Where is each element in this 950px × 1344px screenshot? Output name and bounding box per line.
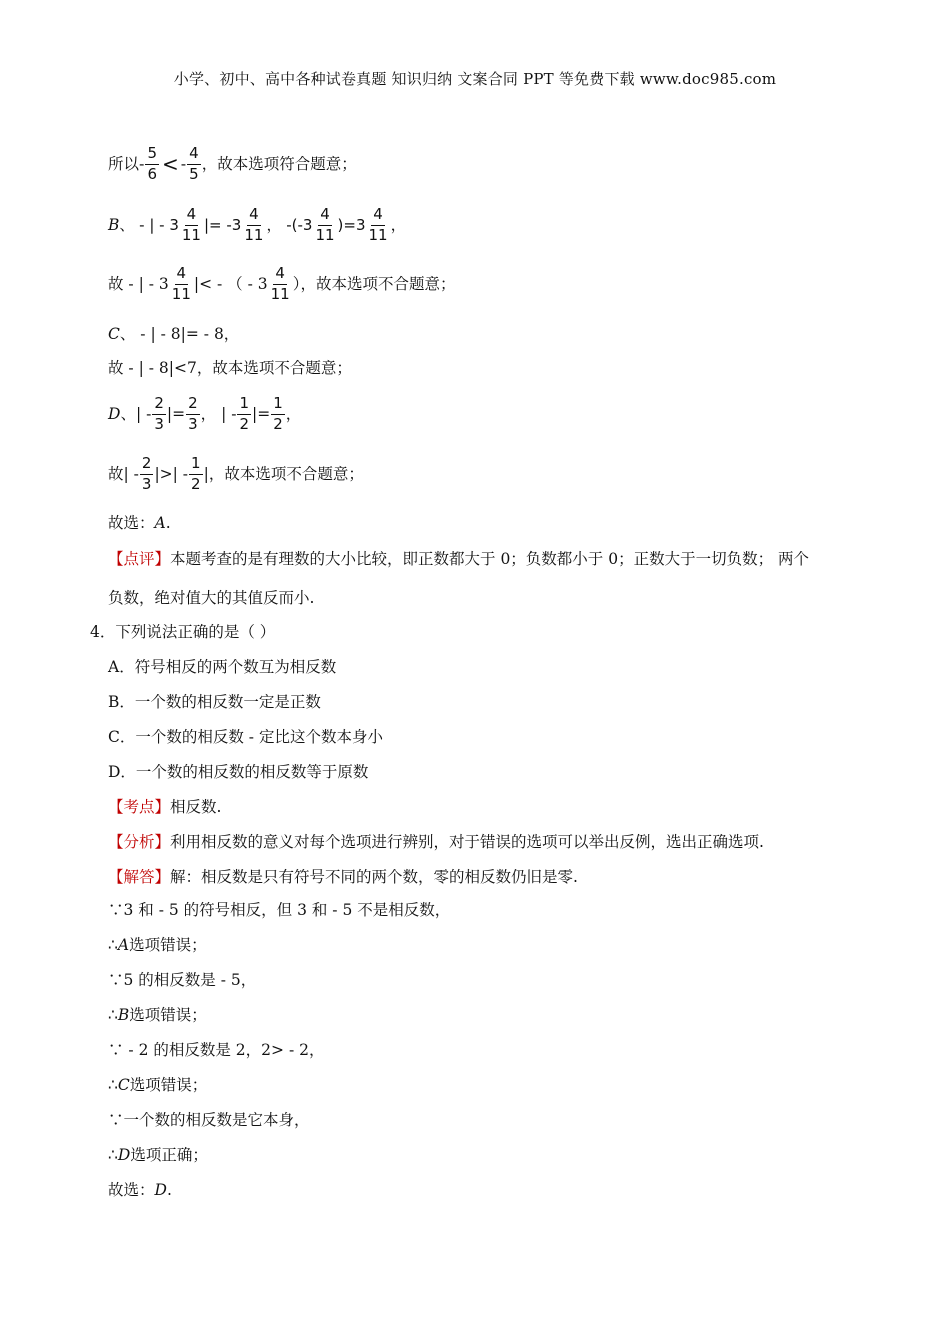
text: ），故本选项不合题意； <box>292 274 456 293</box>
fraction-4-11 <box>269 266 292 303</box>
step-text: 选项正确； <box>130 1146 208 1164</box>
option-letter: B <box>117 1006 130 1024</box>
denominator: 5 <box>189 164 199 183</box>
text: 故| - <box>108 464 139 483</box>
denominator: 3 <box>141 474 152 493</box>
text: . <box>165 514 171 532</box>
kaodian-line <box>108 800 221 816</box>
step-text: ∵5 的相反数是 - 5， <box>108 971 257 989</box>
denominator: 11 <box>368 225 388 244</box>
numerator: 5 <box>145 146 159 165</box>
step-line <box>108 903 450 919</box>
fraction-5-6 <box>145 146 159 183</box>
step-line <box>108 1008 207 1024</box>
text: 故 - | - 3 <box>108 274 169 293</box>
step-text: 故选： <box>108 1181 155 1199</box>
question-stem <box>90 625 275 641</box>
option-c <box>108 730 383 746</box>
text: ， <box>390 215 407 234</box>
review-text: 本题考查的是有理数的大小比较，即正数都大于 0；负数都小于 0；正数大于一切负数； 两个 <box>170 550 810 568</box>
solution-line-1 <box>108 146 357 183</box>
solution-line-c2 <box>108 361 352 377</box>
question-text: 4．下列说法正确的是（ ） <box>90 623 276 641</box>
solution-line-b <box>108 207 406 244</box>
option-text: B．一个数的相反数一定是正数 <box>108 693 321 711</box>
option-letter: A <box>117 936 130 954</box>
option-letter: C <box>108 325 120 343</box>
step-text: ∵ - 2 的相反数是 2，2> - 2， <box>108 1041 325 1059</box>
step-line <box>108 1113 310 1129</box>
text: ，故本选项符合题意； <box>201 154 357 173</box>
text: |< - （ - 3 <box>193 274 268 293</box>
fraction-1-2 <box>271 396 285 433</box>
answer-letter: D <box>154 1181 167 1199</box>
option-letter: B <box>108 215 120 234</box>
numerator: 1 <box>189 456 203 475</box>
text: 、 - | - 8|= - 8， <box>119 325 240 343</box>
denominator: 3 <box>154 414 164 433</box>
text: 、 - | - 3 <box>119 215 179 234</box>
text: 所以 <box>108 154 140 173</box>
step-text: ∵3 和 - 5 的符号相反，但 3 和 - 5 不是相反数， <box>108 901 451 919</box>
review-line-2 <box>108 591 314 607</box>
solution-line-d2 <box>108 456 364 493</box>
numerator: 1 <box>237 396 251 415</box>
denominator: 3 <box>188 414 198 433</box>
fraction-1-2 <box>189 456 203 493</box>
text: |= <box>252 404 271 423</box>
numerator: 4 <box>247 207 261 226</box>
denominator: 2 <box>239 414 250 433</box>
option-text: A．符号相反的两个数互为相反数 <box>108 658 337 676</box>
fenxi-tag: 【分析】 <box>108 833 171 851</box>
fraction-4-11 <box>242 207 265 244</box>
text: ， | - <box>200 404 237 423</box>
numerator: 4 <box>371 207 385 226</box>
text: 故选： <box>108 514 155 532</box>
solution-line-b2 <box>108 266 456 303</box>
numerator: 4 <box>273 266 287 285</box>
review-text: 负数，绝对值大的其值反而小. <box>108 589 315 607</box>
fraction-2-3 <box>186 396 200 433</box>
fraction-2-3 <box>140 456 154 493</box>
step-text: ∴ <box>108 1146 118 1164</box>
denominator: 11 <box>244 225 264 244</box>
text: ， <box>285 404 302 423</box>
denominator: 6 <box>147 164 157 183</box>
page-header-watermark: 小学、初中、高中各种试卷真题 知识归纳 文案合同 PPT 等免费下载 www.doc985.com <box>173 70 777 88</box>
review-tag: 【点评】 <box>108 550 171 568</box>
fenxi-text: 利用相反数的意义对每个选项进行辨别，对于错误的选项可以举出反例，选出正确选项. <box>170 833 764 851</box>
numerator: 4 <box>318 207 332 226</box>
denominator: 11 <box>315 225 335 244</box>
denominator: 2 <box>273 414 283 433</box>
denominator: 11 <box>181 225 201 244</box>
text: |>| - <box>154 464 189 483</box>
fraction-4-5 <box>187 146 201 183</box>
fraction-2-3 <box>152 396 166 433</box>
fraction-4-11 <box>313 207 336 244</box>
review-line-1 <box>108 552 809 568</box>
step-text: ∴ <box>108 936 118 954</box>
text: |= -3 <box>203 215 242 234</box>
answer-letter: A <box>154 514 166 532</box>
numerator: 2 <box>152 396 166 415</box>
option-a <box>108 660 336 676</box>
text: ， -(-3 <box>266 215 313 234</box>
text: 故 - | - 8|<7，故本选项不合题意； <box>108 359 352 377</box>
text: |= <box>166 404 186 423</box>
denominator: 11 <box>270 284 290 303</box>
fraction-1-2 <box>237 396 251 433</box>
option-d <box>108 765 368 781</box>
final-answer-line <box>108 1183 172 1199</box>
jieda-text: 解：相反数是只有符号不同的两个数，零的相反数仍旧是零. <box>170 868 578 886</box>
step-line <box>108 938 207 954</box>
step-text: ∴ <box>108 1076 118 1094</box>
option-letter: D <box>108 404 121 423</box>
step-text: 选项错误； <box>129 1006 207 1024</box>
step-text: ∵一个数的相反数是它本身， <box>108 1111 310 1129</box>
kaodian-text: 相反数. <box>170 798 222 816</box>
option-b <box>108 695 321 711</box>
numerator: 2 <box>186 396 200 415</box>
step-text: ∴ <box>108 1006 118 1024</box>
option-letter: D <box>117 1146 131 1164</box>
answer-line <box>108 516 171 532</box>
denominator: 11 <box>171 284 191 303</box>
option-letter: C <box>117 1076 130 1094</box>
numerator: 4 <box>187 146 201 165</box>
denominator: 2 <box>191 474 201 493</box>
fraction-4-11 <box>180 207 203 244</box>
sign: - <box>180 154 187 173</box>
solution-line-d <box>108 396 301 433</box>
step-line <box>108 973 256 989</box>
numerator: 4 <box>185 207 199 226</box>
less-than: < <box>161 152 179 177</box>
text: )=3 <box>337 215 366 234</box>
text: |，故本选项不合题意； <box>203 464 364 483</box>
step-text: . <box>166 1181 172 1199</box>
option-text: C．一个数的相反数 - 定比这个数本身小 <box>108 728 383 746</box>
step-line <box>108 1043 324 1059</box>
step-text: 选项错误； <box>129 936 207 954</box>
option-text: D．一个数的相反数的相反数等于原数 <box>108 763 369 781</box>
solution-line-c <box>108 327 239 343</box>
sign: - <box>139 154 145 173</box>
kaodian-tag: 【考点】 <box>108 798 171 816</box>
step-line <box>108 1148 208 1164</box>
fenxi-line <box>108 835 764 851</box>
jieda-line <box>108 870 578 886</box>
text: 、| - <box>120 404 152 423</box>
fraction-4-11 <box>170 266 193 303</box>
jieda-tag: 【解答】 <box>108 868 171 886</box>
numerator: 4 <box>175 266 189 285</box>
step-text: 选项错误； <box>129 1076 208 1094</box>
fraction-4-11 <box>367 207 390 244</box>
step-line <box>108 1078 207 1094</box>
numerator: 2 <box>140 456 154 475</box>
numerator: 1 <box>271 396 285 415</box>
